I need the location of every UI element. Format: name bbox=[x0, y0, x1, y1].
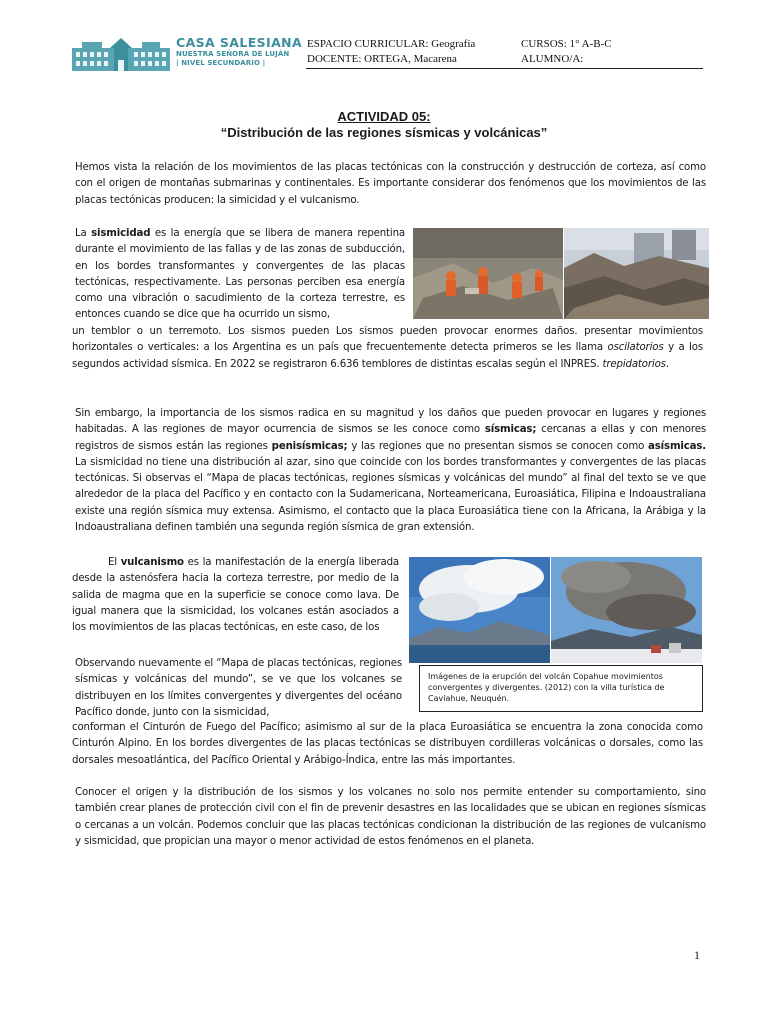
paragraph-observando-cont: conforman el Cinturón de Fuego del Pacífico; asimismo al sur de la placa Euroasiática se encuentra la zona conocida como Cinturón Alpino. En los bordes divergentes de las placas tectónicas se distribuyen cordilleras volcánicas o dorsales, como las dorsales mesoatlántica, del Pacífico Oriental y Arábigo-Índica, entre las más importantes. bbox=[72, 722, 703, 766]
term-trepidatorios: trepidatorios bbox=[602, 358, 666, 370]
term-oscilatorios: oscilatorios bbox=[607, 342, 664, 354]
logo-subtitle: NUESTRA SEÑORA DE LUJÁN bbox=[176, 50, 290, 58]
header-espacio: ESPACIO CURRICULAR: Geografía bbox=[307, 38, 476, 50]
header-docente: DOCENTE: ORTEGA, Macarena bbox=[307, 53, 457, 65]
text-run: El bbox=[108, 557, 121, 568]
term-vulcanismo: vulcanismo bbox=[120, 557, 184, 568]
term-penisismicas: penisísmicas; bbox=[271, 440, 348, 452]
collapsed-buildings-photo bbox=[564, 228, 709, 319]
logo-text bbox=[176, 35, 303, 68]
paragraph-sismicidad bbox=[72, 226, 405, 324]
text-run: y las regiones que no presentan sismos se conocen como bbox=[347, 440, 649, 452]
text-run: . bbox=[665, 358, 669, 370]
paragraph-vulcanismo bbox=[72, 555, 399, 636]
image-caption: Imágenes de la erupción del volcán Copahue movimientos convergentes y divergentes. (2012) con la villa turística de Caviahue, Neuquén. bbox=[428, 672, 665, 703]
paragraph-conclusion: Conocer el origen y la distribución de los sismos y los volcanes no solo nos permite entender su comportamiento, sino también crear planes de protección civil con el fin de prevenir desastres en las localidades que se ubican en regiones sísmicas o cercanas a un volcán. Podemos concluir que las placas tectónicas condicionan la distribución de las regiones de vulcanismo y sismicidad, que propician una mayor o menor actividad de estos fenómenos en el planeta. bbox=[75, 787, 706, 847]
logo-title: CASA SALESIANA bbox=[176, 35, 303, 50]
school-logo bbox=[72, 35, 303, 72]
text-run: La sismicidad no tiene una distribución al azar, sino que coincide con los bordes transformantes y convergentes de las placas tectónicas. Si observas el “Mapa de placas tectónicas, regiones sísmicas y volcánicas del mundo” al final del texto se ve que alrededor de la placa del Pacífico y en contacto con la Sudamericana, Norteamericana, Euroasiática, Filipina e Indoaustraliana existe una región sísmica muy extensa. Asimismo, el contacto que la placa Euroasiática tiene con la Africana, la Arábiga y la Indoaustraliana definen también una segunda región sísmica de gran extensión. bbox=[75, 456, 706, 534]
term-asismicas: asísmicas. bbox=[648, 440, 706, 452]
image-caption-box bbox=[419, 665, 703, 712]
text-run: cercanas a ellas y con menores registros de sismos están las regiones bbox=[75, 424, 706, 452]
header-divider bbox=[306, 68, 703, 69]
school-building-icon bbox=[72, 38, 170, 71]
paragraph-observando: Observando nuevamente el “Mapa de placas tectónicas, regiones sísmicas y volcánicas del mundo”, se ve que los volcanes se distribuyen en los límites convergentes y divergentes del océano Pacífico donde, junto con la sismicidad, bbox=[75, 658, 402, 718]
header-cursos: CURSOS: 1° A-B-C bbox=[521, 38, 612, 50]
page-number: 1 bbox=[694, 948, 700, 962]
volcano-eruption-photo-2 bbox=[551, 557, 702, 663]
term-sismicas: sísmicas; bbox=[484, 424, 537, 436]
text-run: Sin embargo, la importancia de los sismos radica en su magnitud y los daños que pueden provocar en lugares y regiones habitadas. A las regiones de mayor ocurrencia de sismos se les conoce como bbox=[75, 408, 706, 436]
paragraph-sismicidad-cont bbox=[72, 324, 703, 373]
earthquake-rescue-photo bbox=[413, 228, 563, 319]
text-run: es la energía que se libera de manera repentina durante el movimiento de las fallas y de las zonas de subducción, en los bordes transformantes y convergentes de las placas tectónicas, respectivamente. Las personas perciben esa energía como una vibración o sacudimiento de la corteza terrestre, es entonces cuando se dice que ha ocurrido un sismo, bbox=[75, 228, 405, 321]
activity-title: ACTIVIDAD 05: bbox=[337, 109, 431, 124]
text-run: es la manifestación de la energía liberada desde la astenósfera hacia la corteza terrestre, por medio de la salida de magma que en la superficie se conoce como lava. De igual manera que la sismicidad, los volcanes están asociados a los movimientos de las placas tectónicas, en este caso, de los bbox=[72, 557, 399, 634]
term-sismicidad: sismicidad bbox=[91, 228, 151, 239]
text-run: La bbox=[75, 228, 92, 239]
header-alumno: ALUMNO/A: bbox=[521, 53, 584, 65]
paragraph-intro: Hemos vista la relación de los movimientos de las placas tectónicas con la construcción y destrucción de corteza, así como con el origen de montañas submarinas y continentales. Es importante considerar dos fenómenos que los movimientos de las placas tectónicas producen: la simicidad y el vulcanismo. bbox=[75, 162, 706, 206]
activity-subtitle: “Distribución de las regiones sísmicas y volcánicas” bbox=[220, 125, 548, 140]
logo-level: | NIVEL SECUNDARIO | bbox=[176, 59, 266, 67]
paragraph-importancia bbox=[72, 406, 706, 536]
text-run: y a los segundos actividad sísmica. En 2022 se registraron 6.636 temblores de distintas escalas según el INPRES. bbox=[72, 342, 703, 370]
text-run: un temblor o un terremoto. Los sismos pueden Los sismos pueden provocar enormes daños. presentar movimientos horizontales o verticales: a los Argentina es un país que frecuentemente detecta primeros se les llama bbox=[72, 326, 703, 354]
volcano-eruption-photo-1 bbox=[409, 557, 550, 663]
